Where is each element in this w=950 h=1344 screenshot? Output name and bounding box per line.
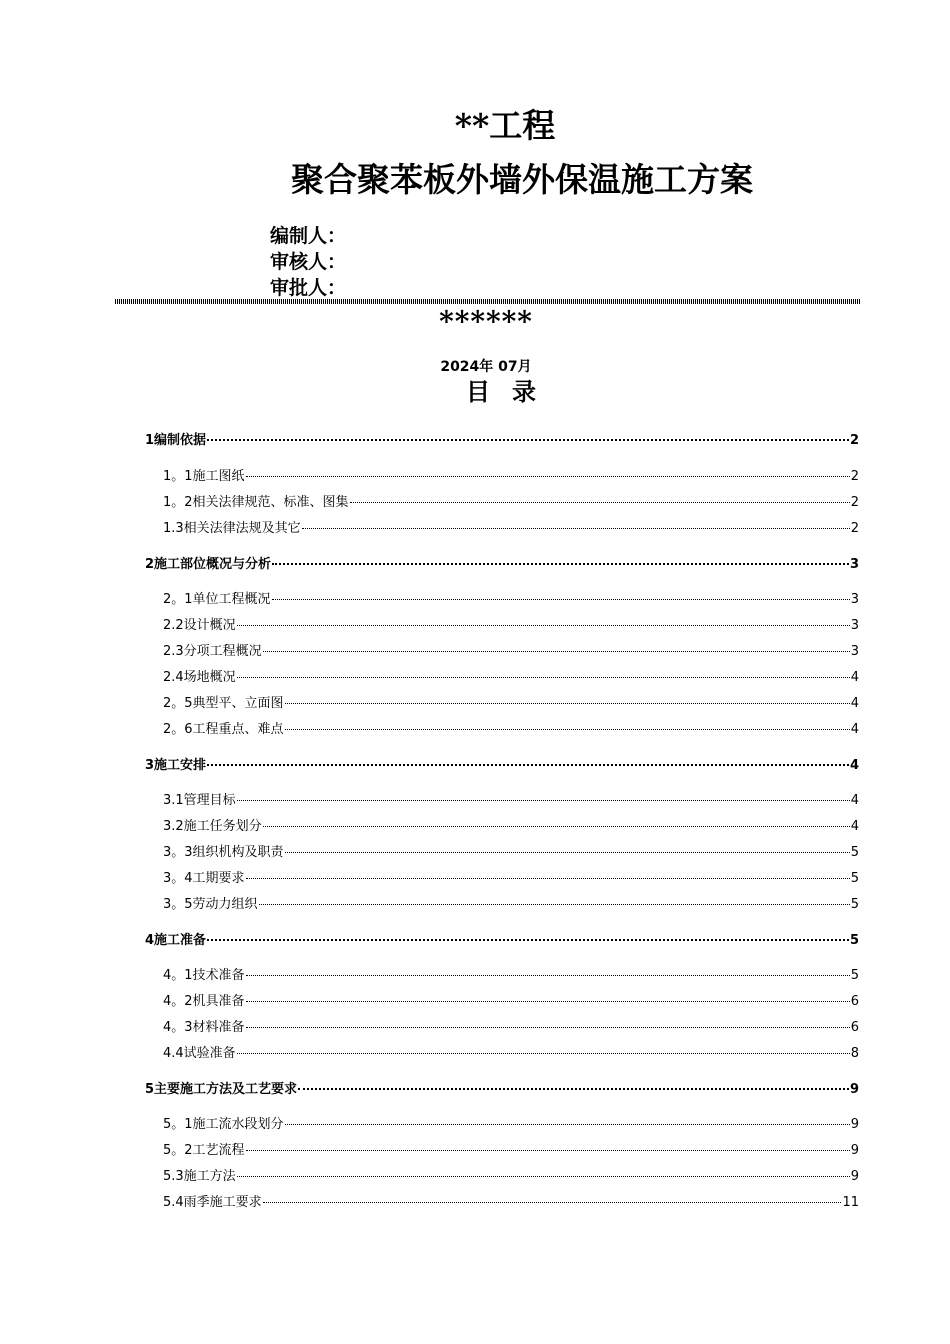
toc-page-number: 8 [850,1046,859,1061]
toc-dot-leader [263,1201,842,1203]
document-date: 2024年 07月 [440,359,532,375]
toc-page-number: 4 [849,758,859,773]
toc-entry-section[interactable] [163,1168,859,1186]
toc-entry-chapter[interactable] [145,432,859,450]
compiler-label: 编制人： [270,225,347,247]
toc-page-number: 3 [850,592,859,607]
toc-entry-title: 5.3施工方法 [163,1169,236,1184]
toc-entry-section[interactable] [163,993,859,1011]
toc-page-number: 9 [850,1117,859,1132]
toc-dot-leader [285,728,850,730]
toc-entry-title: 1。2相关法律规范、标准、图集 [163,495,349,510]
toc-dot-leader [246,475,850,477]
toc-dot-leader [263,825,850,827]
toc-page-number: 5 [849,933,859,948]
toc-dot-leader [246,974,850,976]
toc-page-number: 5 [850,968,859,983]
toc-page-number: 6 [850,994,859,1009]
toc-page-number: 5 [850,897,859,912]
toc-entry-title: 2.4场地概况 [163,670,236,685]
toc-entry-title: 4。3材料准备 [163,1020,245,1035]
toc-page-number: 9 [850,1169,859,1184]
toc-page-number: 11 [842,1195,859,1210]
toc-dot-leader [246,877,850,879]
toc-page-number: 3 [850,618,859,633]
toc-entry-title: 4.4试验准备 [163,1046,236,1061]
toc-entry-title: 1.3相关法律法规及其它 [163,521,301,536]
toc-entry-section[interactable] [163,792,859,810]
toc-entry-title: 5主要施工方法及工艺要求 [145,1082,298,1097]
toc-entry-section[interactable] [163,967,859,985]
toc-entry-chapter[interactable] [145,556,859,574]
toc-entry-chapter[interactable] [145,757,859,775]
toc-entry-title: 3。4工期要求 [163,871,245,886]
toc-entry-section[interactable] [163,1142,859,1160]
toc-dot-leader [207,438,849,441]
toc-entry-section[interactable] [163,643,859,661]
toc-entry-section[interactable] [163,669,859,687]
toc-dot-leader [272,598,850,600]
toc-entry-title: 1编制依据 [145,433,207,448]
approver-label: 审批人： [270,277,347,299]
toc-page-number: 9 [849,1082,859,1097]
toc-entry-section[interactable] [163,870,859,888]
toc-dot-leader [246,1149,850,1151]
toc-page-number: 4 [850,722,859,737]
toc-dot-leader [207,938,849,941]
toc-page-number: 3 [849,557,859,572]
toc-page-number: 4 [850,696,859,711]
toc-entry-title: 2。5典型平、立面图 [163,696,284,711]
toc-dot-leader [246,1000,850,1002]
toc-dot-leader [285,1123,850,1125]
toc-dot-leader [237,1052,850,1054]
toc-dot-leader [285,851,850,853]
toc-page-number: 6 [850,1020,859,1035]
toc-entry-title: 3。3组织机构及职责 [163,845,284,860]
company-name: ****** [439,305,533,338]
toc-page-number: 3 [850,644,859,659]
toc-page-number: 4 [850,670,859,685]
toc-page-number: 2 [849,433,859,448]
toc-entry-title: 2。1单位工程概况 [163,592,271,607]
toc-dot-leader [207,763,849,766]
toc-entry-chapter[interactable] [145,1081,859,1099]
toc-dot-leader [350,501,850,503]
toc-entry-title: 3施工安排 [145,758,207,773]
toc-dot-leader [302,527,850,529]
toc-entry-section[interactable] [163,1045,859,1063]
toc-entry-section[interactable] [163,520,859,538]
toc-entry-section[interactable] [163,1194,859,1212]
toc-page-number: 2 [850,469,859,484]
toc-entry-title: 4。2机具准备 [163,994,245,1009]
toc-entry-title: 3.1管理目标 [163,793,236,808]
toc-page-number: 5 [850,845,859,860]
reviewer-label: 审核人： [270,251,347,273]
toc-entry-section[interactable] [163,591,859,609]
toc-entry-title: 2.3分项工程概况 [163,644,262,659]
toc-page-number: 2 [850,495,859,510]
document-title-project: **工程 [454,106,556,145]
toc-entry-section[interactable] [163,818,859,836]
toc-entry-title: 2.2设计概况 [163,618,236,633]
toc-dot-leader [285,702,850,704]
toc-entry-chapter[interactable] [145,932,859,950]
toc-page-number: 2 [850,521,859,536]
document-title-scheme: 聚合聚苯板外墙外保温施工方案 [291,160,753,199]
toc-entry-title: 4施工准备 [145,933,207,948]
toc-page-number: 4 [850,793,859,808]
toc-entry-section[interactable] [163,721,859,739]
toc-page-number: 5 [850,871,859,886]
toc-entry-title: 4。1技术准备 [163,968,245,983]
toc-dot-leader [237,624,850,626]
toc-entry-title: 3。5劳动力组织 [163,897,258,912]
toc-heading: 目录 [466,377,558,406]
toc-entry-section[interactable] [163,844,859,862]
toc-entry-title: 2。6工程重点、难点 [163,722,284,737]
toc-page-number: 9 [850,1143,859,1158]
toc-dot-leader [298,1087,849,1090]
toc-dot-leader [237,799,850,801]
toc-entry-section[interactable] [163,1116,859,1134]
toc-entry-title: 5。1施工流水段划分 [163,1117,284,1132]
toc-dot-leader [272,562,849,565]
toc-entry-section[interactable] [163,695,859,713]
toc-entry-section[interactable] [163,896,859,914]
toc-dot-leader [246,1026,850,1028]
toc-entry-section[interactable] [163,1019,859,1037]
toc-page-number: 4 [850,819,859,834]
toc-dot-leader [237,676,850,678]
toc-entry-title: 5。2工艺流程 [163,1143,245,1158]
toc-entry-title: 5.4雨季施工要求 [163,1195,262,1210]
toc-dot-leader [259,903,850,905]
toc-entry-section[interactable] [163,617,859,635]
toc-entry-section[interactable] [163,468,859,486]
toc-entry-title: 1。1施工图纸 [163,469,245,484]
toc-dot-leader [263,650,850,652]
toc-dot-leader [237,1175,850,1177]
toc-entry-title: 2施工部位概况与分析 [145,557,272,572]
toc-entry-title: 3.2施工任务划分 [163,819,262,834]
toc-entry-section[interactable] [163,494,859,512]
